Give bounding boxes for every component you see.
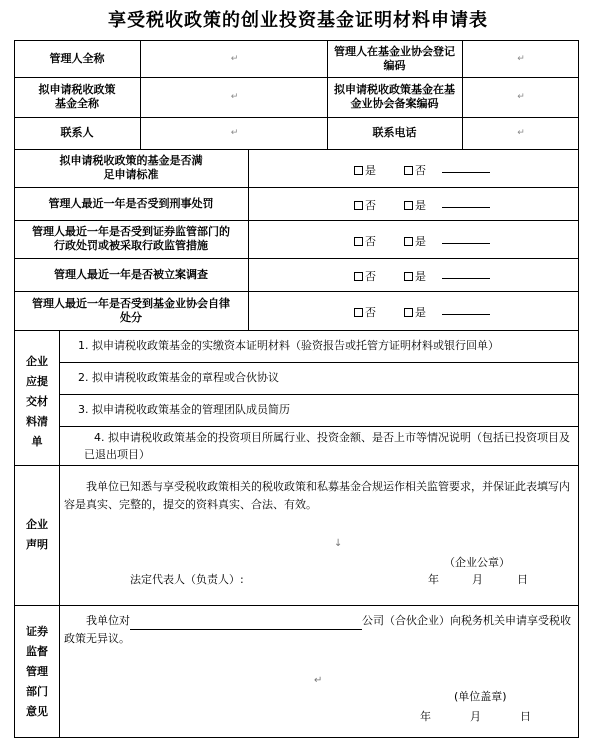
checkbox-icon [354, 272, 363, 281]
option-label: 是 [415, 235, 426, 248]
option-label: 否 [365, 270, 376, 283]
date-year[interactable]: 年 [428, 573, 439, 586]
answer-blank[interactable] [442, 232, 490, 244]
manager-code-value[interactable]: ↵ [517, 53, 525, 64]
option-label: 是 [415, 270, 426, 283]
option-label: 是 [415, 306, 426, 319]
materials-header: 企业应提交材料清单 [26, 355, 48, 448]
option-checkbox[interactable] [354, 304, 376, 320]
option-label: 是 [415, 199, 426, 212]
answer-blank[interactable] [442, 267, 490, 279]
company-name-field[interactable] [130, 617, 362, 630]
contact-value[interactable]: ↵ [230, 128, 239, 138]
question-label: 管理人最近一年是否被立案调查 [54, 267, 208, 281]
option-checkbox[interactable] [404, 162, 426, 178]
option-checkbox[interactable] [354, 268, 376, 284]
checkbox-icon [354, 308, 363, 317]
regulator-header: 证券监督管理部门意见 [26, 625, 48, 718]
material-item: 1. 拟申请税收政策基金的实缴资本证明材料（验资报告或托管方证明材料或银行回单） [78, 339, 499, 352]
checkbox-icon [404, 237, 413, 246]
regulator-text-start: 我单位对 [86, 614, 130, 627]
legal-rep-label: 法定代表人（负责人）: [130, 573, 244, 586]
regulator-text [64, 612, 572, 648]
rule-v [59, 330, 60, 738]
contact-label: 联系人 [60, 126, 94, 139]
unit-seal-label: (单位盖章) [454, 690, 507, 703]
fund-code-label: 拟申请税收政策基金在基金业协会备案编码 [334, 83, 455, 110]
date-year[interactable]: 年 [420, 710, 431, 723]
question-label: 拟申请税收政策的基金是否满足申请标准 [59, 154, 203, 181]
option-checkbox[interactable] [354, 197, 376, 213]
fund-code-value[interactable]: ↵ [517, 92, 525, 102]
seal-label: （企业公章） [444, 556, 510, 569]
checkbox-icon [354, 166, 363, 175]
checkbox-icon [404, 272, 413, 281]
option-label: 否 [365, 199, 376, 212]
date-day[interactable]: 日 [520, 710, 531, 723]
answer-blank[interactable] [442, 196, 490, 208]
question-label: 管理人最近一年是否受到刑事处罚 [48, 196, 214, 210]
material-item: 3. 拟申请税收政策基金的管理团队成员简历 [78, 403, 290, 416]
date-month[interactable]: 月 [472, 573, 483, 586]
answer-blank[interactable] [442, 303, 490, 315]
declaration-text: 我单位已知悉与享受税收政策相关的税收政策和私募基金合规运作相关监管要求，并保证此表填写内容是真实、完整的，提交的资料真实、合法、有效。 [64, 480, 570, 511]
manager-name-value[interactable]: ↵ [230, 53, 239, 64]
regulator-text-end: 公司（合伙企业）向税务机关申请享受税收政策无异议。 [64, 614, 571, 645]
option-label: 否 [365, 306, 376, 319]
application-form [14, 40, 579, 738]
phone-label: 联系电话 [372, 126, 417, 139]
question-label: 管理人最近一年是否受到证券监管部门的行政处罚或被采取行政监管措施 [32, 225, 230, 252]
option-checkbox[interactable] [404, 304, 426, 320]
rule-h [14, 465, 579, 466]
option-checkbox[interactable] [404, 268, 426, 284]
option-label: 否 [415, 164, 426, 177]
checkbox-icon [404, 308, 413, 317]
question-label: 管理人最近一年是否受到基金业协会自律处分 [32, 296, 230, 324]
paragraph-mark: ↵ [314, 675, 323, 686]
material-item: 4. 拟申请税收政策基金的投资项目所属行业、投资金额、是否上市等情况说明（包括已投资项目及已退出项目） [84, 430, 570, 461]
rule-v [578, 40, 579, 738]
manager-name-label: 管理人全称 [49, 51, 105, 65]
option-label: 是 [365, 164, 376, 177]
option-label: 否 [365, 235, 376, 248]
option-checkbox[interactable] [404, 197, 426, 213]
rule-h [14, 737, 579, 738]
answer-blank[interactable] [442, 161, 490, 173]
rule-h [14, 605, 579, 606]
checkbox-icon [354, 201, 363, 210]
phone-value[interactable]: ↵ [517, 128, 525, 138]
declaration-header: 企业声明 [26, 518, 48, 551]
checkbox-icon [404, 201, 413, 210]
option-checkbox[interactable] [354, 233, 376, 249]
material-item: 2. 拟申请税收政策基金的章程或合伙协议 [78, 371, 279, 384]
checkbox-icon [404, 166, 413, 175]
option-checkbox[interactable] [354, 162, 376, 178]
checkbox-icon [354, 237, 363, 246]
option-checkbox[interactable] [404, 233, 426, 249]
rule-v [248, 149, 249, 330]
date-month[interactable]: 月 [470, 710, 481, 723]
fund-name-value[interactable]: ↵ [230, 92, 239, 102]
fund-name-label: 拟申请税收政策基金全称 [38, 83, 116, 110]
manager-code-label: 管理人在基金业协会登记编码 [334, 44, 455, 72]
paragraph-mark: ↓ [334, 538, 343, 549]
date-day[interactable]: 日 [517, 573, 528, 586]
page-title: 享受税收政策的创业投资基金证明材料申请表 [108, 10, 488, 31]
